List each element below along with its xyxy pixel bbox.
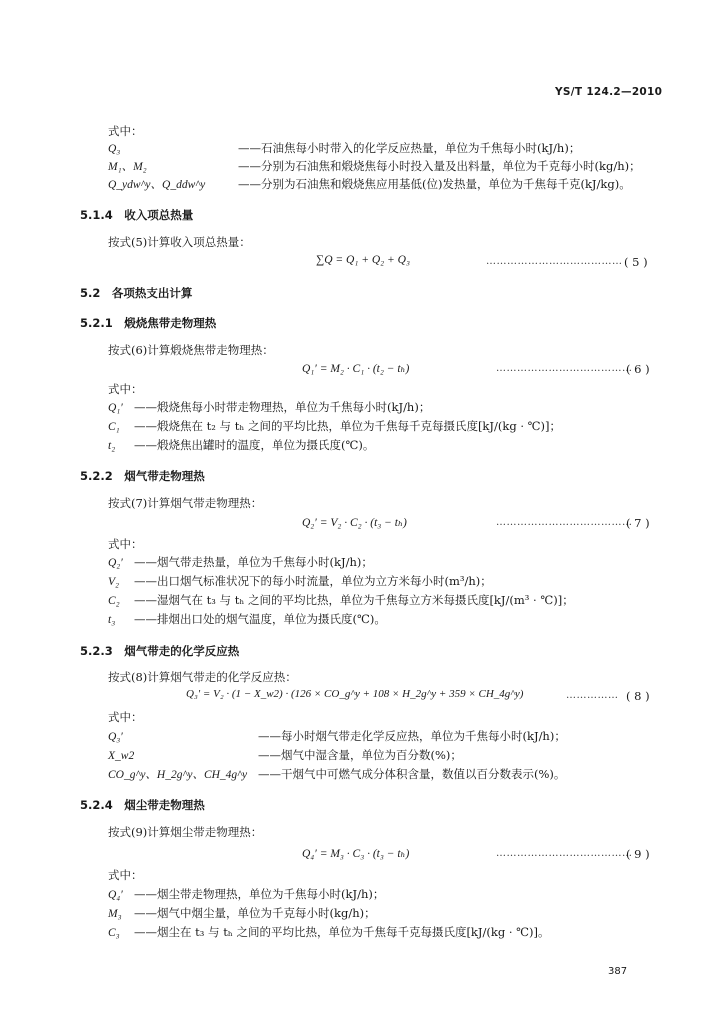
symbol: V₂	[108, 576, 120, 588]
section-intro: 按式(9)计算烟尘带走物理热：	[108, 825, 263, 839]
definition-row	[108, 886, 384, 903]
symbol: C₃	[108, 927, 120, 939]
formula: Q₄′ = M₃ · C₃ · (t₃ − tₕ)	[302, 848, 410, 860]
definition-row	[108, 592, 574, 609]
section-heading: 5.2.4 烟尘带走物理热	[80, 798, 205, 812]
definition-text: ——干烟气中可燃气成分体积含量，数值以百分数表示(%)。	[258, 767, 566, 781]
formula: Q₁′ = M₂ · C₁ · (t₂ − tₕ)	[302, 363, 410, 375]
definition-text: ——烟尘带走物理热，单位为千焦每小时(kJ/h)；	[134, 887, 385, 901]
symbol: Q₄′	[108, 889, 123, 901]
where-label: 式中：	[108, 710, 143, 724]
equation-number: ( 7 )	[626, 516, 650, 530]
standard-number: YS/T 124.2—2010	[555, 86, 663, 98]
definition-row	[108, 766, 565, 783]
definition-text: ——石油焦每小时带入的化学反应热量，单位为千焦每小时(kJ/h)；	[238, 141, 581, 155]
definition-text: ——分别为石油焦和煅烧焦每小时投入量及出料量，单位为千克每小时(kg/h)；	[238, 159, 641, 173]
definition-row	[108, 399, 430, 416]
section-intro: 按式(5)计算收入项总热量：	[108, 235, 251, 249]
section-heading: 5.2.1 煅烧焦带走物理热	[80, 316, 217, 330]
definition-row	[108, 728, 566, 745]
where-label: 式中：	[108, 382, 143, 396]
symbol: M₃	[108, 908, 122, 920]
symbol: t₃	[108, 614, 116, 626]
where-label: 式中：	[108, 124, 143, 138]
leader-dots: …………………………………	[496, 363, 633, 374]
symbol: t₂	[108, 440, 116, 452]
definition-text: ——烟气中湿含量，单位为百分数(%)；	[258, 748, 462, 762]
leader-dots: …………………………………	[496, 517, 633, 528]
definition-text: ——烟气中烟尘量，单位为千克每小时(kg/h)；	[134, 906, 376, 920]
definition-text: ——分别为石油焦和煅烧焦应用基低(位)发热量，单位为千焦每千克(kJ/kg)。	[238, 177, 631, 191]
leader-dots: ……………	[566, 690, 619, 701]
symbol: CO_g^y、H_2g^y、CH_4g^y	[108, 769, 248, 781]
definition-text: ——湿烟气在 t₃ 与 tₕ 之间的平均比热，单位为千焦每立方米每摄氏度[kJ/(m³ · ℃)]；	[134, 593, 574, 607]
symbol: Q₃′	[108, 731, 123, 743]
symbol: Q_ydw^y、Q_ddw^y	[108, 179, 206, 191]
page-number: 387	[608, 966, 628, 977]
definition-row	[108, 140, 580, 157]
section-intro: 按式(6)计算煅烧焦带走物理热：	[108, 343, 274, 357]
symbol: C₂	[108, 595, 120, 607]
symbol: X_w2	[108, 750, 135, 762]
equation-number: ( 9 )	[626, 847, 650, 861]
section-heading: 5.1.4 收入项总热量	[80, 208, 194, 222]
symbol: M₁、M₂	[108, 161, 147, 173]
definition-row	[108, 924, 550, 941]
formula: Q₃′ = V₂ · (1 − X_w2) · (126 × CO_g^y + 108 × H_2g^y + 359 × CH_4g^y)	[186, 688, 524, 700]
definition-row	[108, 418, 561, 435]
definition-row	[108, 611, 386, 628]
definition-row	[108, 554, 373, 571]
definition-row	[108, 905, 376, 922]
definition-text: ——煅烧焦出罐时的温度，单位为摄氏度(℃)。	[134, 438, 375, 452]
section-heading: 5.2.3 烟气带走的化学反应热	[80, 644, 240, 658]
definition-text: ——煅烧焦在 t₂ 与 tₕ 之间的平均比热，单位为千焦每千克每摄氏度[kJ/(kg · ℃)]；	[134, 419, 562, 433]
definition-text: ——出口烟气标准状况下的每小时流量，单位为立方米每小时(m³/h)；	[134, 574, 492, 588]
section-heading: 5.2.2 烟气带走物理热	[80, 469, 205, 483]
symbol: C₁	[108, 421, 120, 433]
symbol: Q₂′	[108, 557, 123, 569]
section-intro: 按式(8)计算烟气带走的化学反应热：	[108, 670, 297, 684]
section-heading: 5.2 各项热支出计算	[80, 286, 193, 300]
section-intro: 按式(7)计算烟气带走物理热：	[108, 496, 263, 510]
equation-number: ( 6 )	[626, 362, 650, 376]
leader-dots: …………………………………	[486, 256, 623, 267]
definition-row	[108, 573, 492, 590]
definition-text: ——排烟出口处的烟气温度，单位为摄氏度(℃)。	[134, 612, 386, 626]
formula: ∑Q = Q₁ + Q₂ + Q₃	[316, 254, 410, 266]
equation-number: ( 5 )	[624, 255, 648, 269]
formula: Q₂′ = V₂ · C₂ · (t₃ − tₕ)	[302, 517, 407, 529]
where-label: 式中：	[108, 537, 143, 551]
symbol: Q₃	[108, 143, 121, 155]
definition-row	[108, 176, 631, 193]
definition-text: ——烟气带走热量，单位为千焦每小时(kJ/h)；	[134, 555, 373, 569]
symbol: Q₁′	[108, 402, 123, 414]
definition-text: ——烟尘在 t₃ 与 tₕ 之间的平均比热，单位为千焦每千克每摄氏度[kJ/(kg · ℃)]。	[134, 925, 550, 939]
definition-text: ——煅烧焦每小时带走物理热，单位为千焦每小时(kJ/h)；	[134, 400, 431, 414]
equation-number: ( 8 )	[626, 689, 650, 703]
where-label: 式中：	[108, 868, 143, 882]
leader-dots: …………………………………	[496, 848, 633, 859]
definition-text: ——每小时烟气带走化学反应热，单位为千焦每小时(kJ/h)；	[258, 729, 566, 743]
definition-row	[108, 747, 462, 764]
definition-row	[108, 437, 374, 454]
definition-row	[108, 158, 641, 175]
